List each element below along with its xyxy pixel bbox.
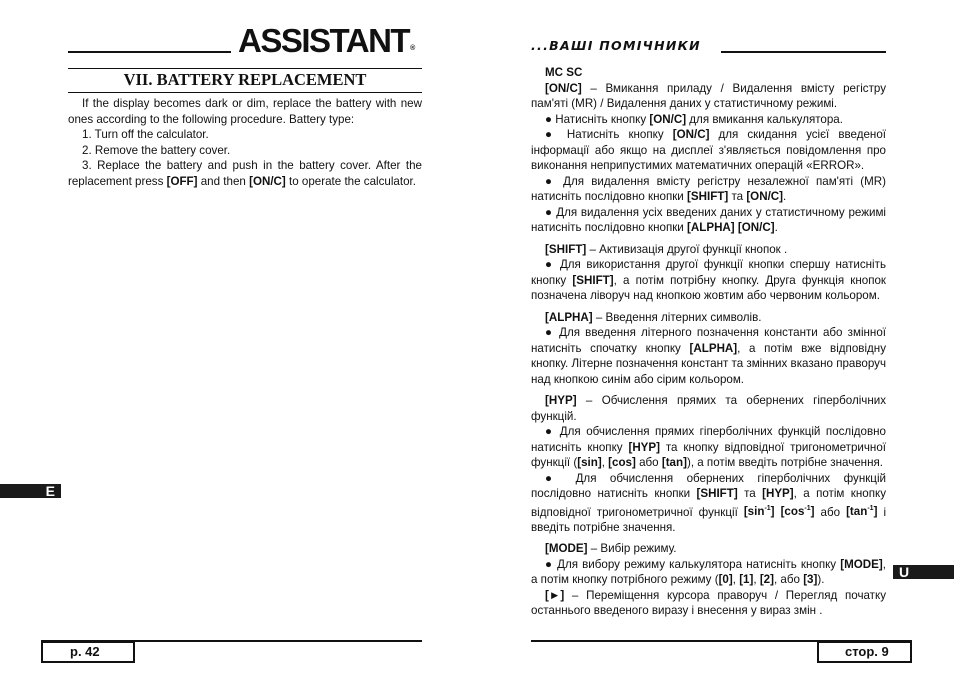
heading-rule-top	[68, 68, 422, 69]
page-number-left: p. 42	[41, 641, 135, 663]
cursor-right-description: [►] – Переміщення курсора праворуч / Перегляд початку останнього введеного виразу і внесення у вираз змін .	[531, 588, 886, 618]
onc-description: [ON/C] – Вмикання приладу / Видалення вмісту регістру пам'яті (MR) / Видалення даних у статистичному режимі.	[531, 81, 886, 110]
language-tab-e: E	[0, 484, 61, 498]
key-descriptions	[531, 65, 886, 619]
onc-bullet-2: ● Натисніть кнопку [ON/C] для скидання усієї введеної інформації або якщо на дисплеї з'являється повідомлення про виконання неприпустимих математичних операцій «ERROR».	[531, 128, 886, 172]
step-2: 2. Remove the battery cover.	[82, 143, 231, 157]
mode-bullet-1: ● Для вибору режиму калькулятора натисніть кнопку [MODE], а потім кнопку потрібного режиму ([0], [1], [2], або [3]).	[531, 557, 886, 587]
onc-bullet-4: ● Для видалення усіх введених даних у статистичному режимі натисніть послідовно кнопки [ALPHA] [ON/C].	[531, 205, 886, 234]
alpha-description: [ALPHA] – Введення літерних символів.	[545, 310, 762, 324]
mode-description: [MODE] – Вибір режиму.	[545, 542, 677, 556]
header-rule-left	[68, 51, 231, 53]
hyp-bullet-1: ● Для обчислення прямих гіперболічних функцій послідовно натисніть кнопку [HYP] та кнопку відповідної тригонометричної функції ([sin], [cos] або [tan]), а потім введіть потрібне значення.	[531, 425, 886, 469]
language-tab-u: U	[893, 565, 954, 579]
assistant-logo: ASSISTANT®	[238, 22, 416, 59]
alpha-bullet-1: ● Для введення літерного позначення константи або змінної натисніть спочатку кнопку [ALPHA], а потім вже відповідну кнопку. Літерне позначення констант та змінних вказано праворуч над кнопкою синім або сірим кольором.	[531, 326, 886, 386]
section-heading: VII. BATTERY REPLACEMENT	[123, 70, 367, 89]
hyp-description: [HYP] – Обчислення прямих та обернених гіперболічних функцій.	[531, 394, 886, 423]
page-number-right: стор. 9	[817, 641, 912, 663]
header-rule-right	[721, 51, 886, 53]
step-1: 1. Turn off the calculator.	[82, 128, 209, 141]
hyp-bullet-2: ● Для обчислення обернених гіперболічних функцій послідовно натисніть кнопки [SHIFT] та [HYP], а потім кнопку відповідної тригонометричної функції $[\sin^{-1}]$ $[\cos^{-1}]$ або $[\tan^{-1}]$ і введіть потрібне значення.	[531, 471, 887, 534]
heading-rule-bottom	[68, 92, 422, 93]
onc-bullet-3: ● Для видалення вмісту регістру незалежної пам'яті (MR) натисніть послідовно кнопки [SHIFT] та [ON/C].	[531, 174, 886, 203]
brand-tagline: ...ВАШІ ПОМІЧНИКИ	[531, 38, 701, 53]
onc-bullet-1: ● Натисніть кнопку [ON/C] для вмикання калькулятора.	[545, 112, 843, 126]
step-3: 3. Replace the battery and push in the battery cover. After the replacement press [OFF] and then [ON/C] to operate the calculator.	[68, 159, 422, 188]
intro-paragraph: If the display becomes dark or dim, replace the battery with new ones according to the following procedure. Battery type:	[68, 97, 422, 126]
shift-bullet-1: ● Для використання другої функції кнопки спершу натисніть кнопку [SHIFT], а потім потрібну кнопку. Друга функція кнопок позначена ліворуч над кнопкою жовтим або червоним кольором.	[531, 258, 886, 302]
battery-instructions	[68, 96, 422, 189]
mc-sc-label: MC SC	[545, 66, 583, 79]
shift-description: [SHIFT] – Активизація другої функції кнопок .	[545, 242, 788, 256]
